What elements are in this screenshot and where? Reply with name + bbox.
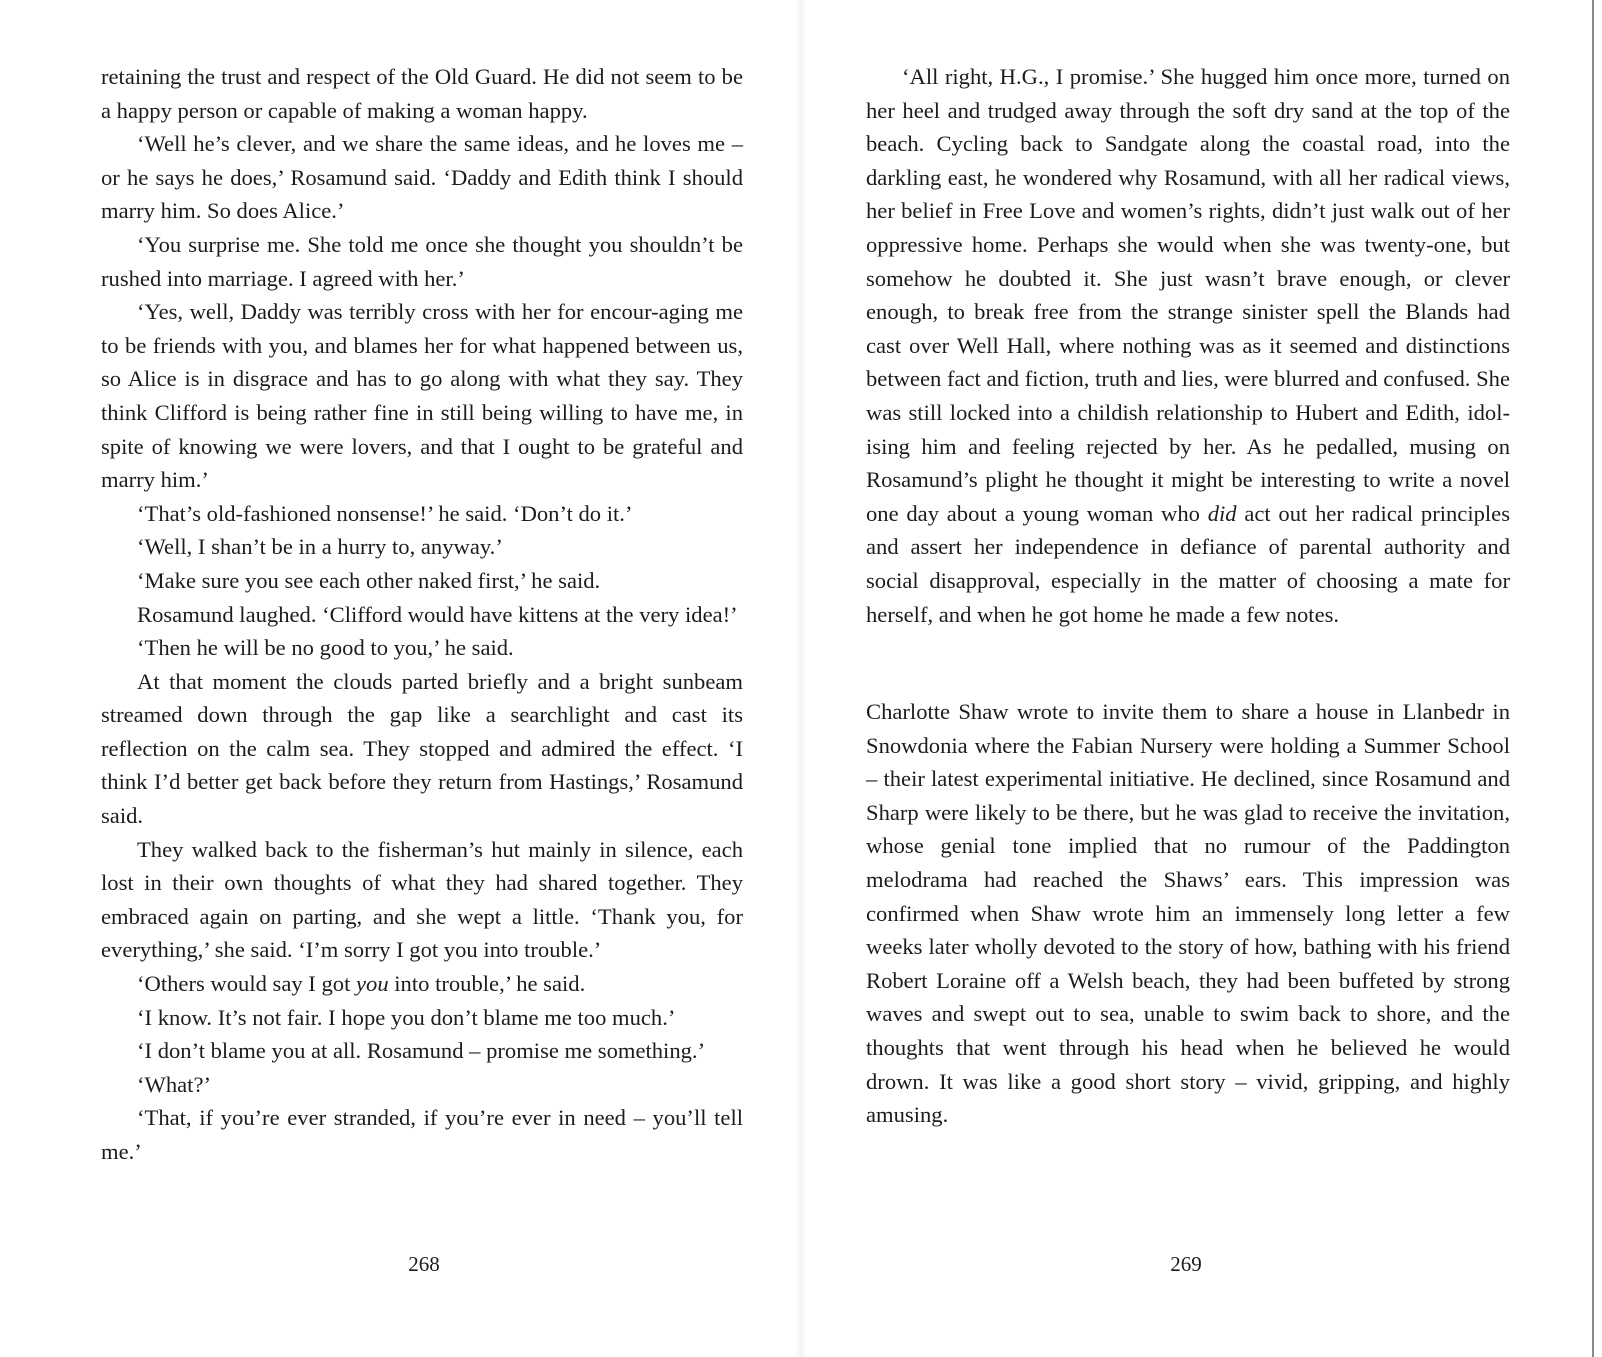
paragraph: ‘That, if you’re ever stranded, if you’re ever in need – you’ll tell me.’ bbox=[101, 1105, 743, 1164]
paragraph: retaining the trust and respect of the Old Guard. He did not seem to be a happy person or capable of making a woman happy. bbox=[101, 64, 743, 123]
page-number-left: 268 bbox=[408, 1252, 440, 1276]
right-page-text bbox=[866, 60, 1510, 1132]
paragraph: ‘Yes, well, Daddy was terribly cross with her for encour-aging me to be friends with you, and blames her for what happened between us, so Alice is in disgrace and has to go along with what they say. They think Clifford is being rather fine in still being willing to have me, in spite of knowing we were lovers, and that I ought to be grateful and marry him.’ bbox=[101, 299, 743, 493]
paragraph: ‘Well, I shan’t be in a hurry to, anyway.’ bbox=[137, 534, 503, 560]
page-number-right: 269 bbox=[1170, 1252, 1202, 1276]
paragraph: At that moment the clouds parted briefly and a bright sunbeam streamed down through the gap like a searchlight and cast its reflection on the calm sea. They stopped and admired the effect. ‘I think I’d better get back before they return from Hastings,’ Rosamund said. bbox=[101, 668, 743, 829]
section-break bbox=[866, 631, 1510, 695]
page-edge bbox=[1592, 0, 1594, 1357]
paragraph-with-emphasis bbox=[101, 967, 743, 1001]
page-gutter bbox=[795, 0, 807, 1357]
text-run: into trouble,’ he said. bbox=[388, 971, 586, 997]
paragraph: ‘What?’ bbox=[137, 1071, 212, 1097]
paragraph: They walked back to the fisherman’s hut mainly in silence, each lost in their own thoughts of what they had shared together. They embraced again on parting, and she wept a little. ‘Thank you, for everything,’ she said. ‘I’m sorry I got you into trouble.’ bbox=[101, 836, 743, 963]
paragraph: ‘That’s old-fashioned nonsense!’ he said. ‘Don’t do it.’ bbox=[137, 500, 633, 526]
paragraph: ‘I know. It’s not fair. I hope you don’t blame me too much.’ bbox=[137, 1004, 676, 1030]
paragraph: ‘Well he’s clever, and we share the same ideas, and he loves me – or he says he does,’ Rosamund said. ‘Daddy and Edith think I should marry him. So does Alice.’ bbox=[101, 131, 743, 224]
paragraph-with-emphasis bbox=[866, 60, 1510, 631]
paragraph: ‘Make sure you see each other naked first,’ he said. bbox=[137, 567, 601, 593]
emphasis-text: did bbox=[1207, 500, 1237, 526]
text-run: act out her radical principles and assert her independence in defiance of parental authority and social disapproval, especially in the matter of choosing a mate for herself, and when he got home he made a few notes. bbox=[866, 500, 1510, 627]
paragraph: ‘You surprise me. She told me once she thought you shouldn’t be rushed into marriage. I agreed with her.’ bbox=[101, 231, 743, 291]
text-run: ‘Others would say I got bbox=[137, 971, 356, 997]
paragraph: Rosamund laughed. ‘Clifford would have kittens at the very idea!’ bbox=[137, 601, 738, 627]
text-run: ‘All right, H.G., I promise.’ She hugged him once more, turned on her heel and trudged away through the soft dry sand at the top of the beach. Cycling back to Sandgate along the coastal road, into the darkling east, he wondered why Rosamund, with all her radical views, her belief in Free Love and women’s rights, didn’t just walk out of her oppressive home. Perhaps she would when she was twenty-one, but somehow he doubted it. She just wasn’t brave enough, or clever enough, to break free from the strange sinister spell the Blands had cast over Well Hall, where nothing was as it seemed and distinctions between fact and fiction, truth and lies, were blurred and confused. She was still locked into a childish relationship to Hubert and Edith, idol-ising him and feeling rejected by her. As he pedalled, musing on Rosamund’s plight he thought it might be interesting to write a novel one day about a young woman who bbox=[866, 64, 1510, 526]
paragraph: ‘I don’t blame you at all. Rosamund – promise me something.’ bbox=[137, 1038, 706, 1064]
left-page-text bbox=[101, 60, 743, 1169]
paragraph: Charlotte Shaw wrote to invite them to share a house in Llanbedr in Snowdonia where the Fabian Nursery were holding a Summer School – their latest experimental initiative. He declined, since Rosamund and Sharp were likely to be there, but he was glad to receive the invitation, whose genial tone implied that no rumour of the Paddington melodrama had reached the Shaws’ ears. This impression was confirmed when Shaw wrote him an immensely long letter a few weeks later wholly devoted to the story of how, bathing with his friend Robert Loraine off a Welsh beach, they had been buffeted by strong waves and swept out to sea, unable to swim back to shore, and the thoughts that went through his head when he believed he would drown. It was like a good short story – vivid, gripping, and highly amusing. bbox=[866, 699, 1510, 1128]
paragraph: ‘Then he will be no good to you,’ he said. bbox=[137, 635, 514, 661]
emphasis-text: you bbox=[356, 971, 389, 997]
